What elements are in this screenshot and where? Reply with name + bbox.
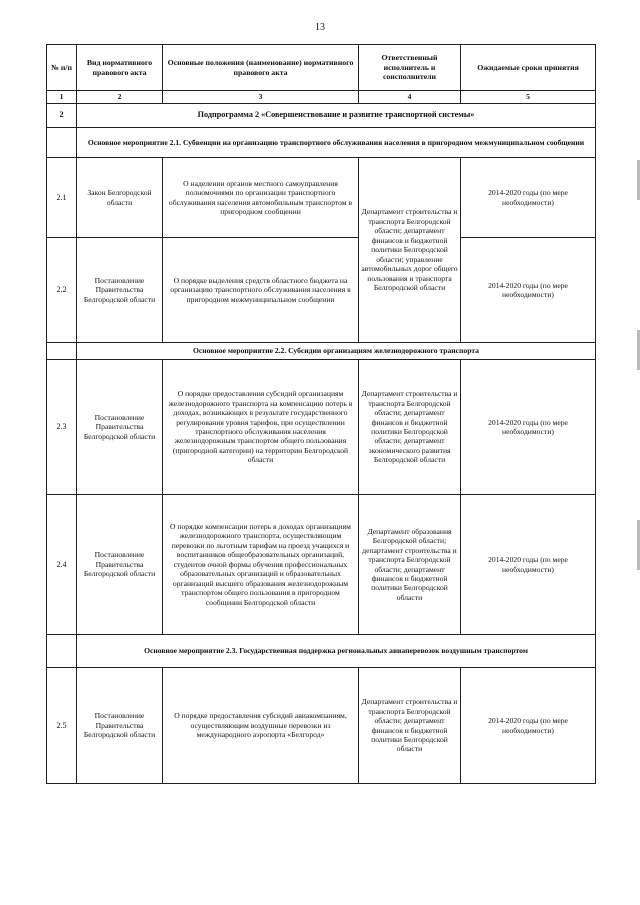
responsible-executors: Департамент строительства и транспорта Белгородской области; департамент финансов и бюджетной политики Белгородской области; департамент экономического развития Белгородской области [359, 360, 461, 495]
header-num: № п/п [47, 45, 77, 91]
header-provisions: Основные положения (наименование) нормативного правового акта [163, 45, 359, 91]
expected-deadline: 2014-2020 годы (по мере необходимости) [461, 360, 596, 495]
measure-2-2-title: Основное мероприятие 2.2. Субсидии организациям железнодорожного транспорта [77, 343, 596, 360]
expected-deadline: 2014-2020 годы (по мере необходимости) [461, 495, 596, 635]
expected-deadline: 2014-2020 годы (по мере необходимости) [461, 668, 596, 784]
act-type: Закон Белгородской области [77, 158, 163, 238]
subprogram-number: 2 [47, 104, 77, 128]
expected-deadline: 2014-2020 годы (по мере необходимости) [461, 158, 596, 238]
measure-row [47, 343, 596, 360]
column-number: 2 [77, 91, 163, 104]
act-provisions: О порядке выделения средств областного бюджета на организацию транспортного обслуживания населения в пригородном межмуниципальном сообщении [163, 238, 359, 343]
responsible-executors: Департамент строительства и транспорта Белгородской области; департамент финансов и бюджетной политики Белгородской области [359, 668, 461, 784]
column-number: 1 [47, 91, 77, 104]
measure-row [47, 128, 596, 158]
table-row [47, 360, 596, 495]
measure-row [47, 635, 596, 668]
row-number: 2.2 [47, 238, 77, 343]
act-type: Постановление Правительства Белгородской области [77, 495, 163, 635]
act-type: Постановление Правительства Белгородской области [77, 668, 163, 784]
act-type: Постановление Правительства Белгородской области [77, 238, 163, 343]
header-executor: Ответственный исполнитель и соисполнители [359, 45, 461, 91]
table-row [47, 668, 596, 784]
column-number: 5 [461, 91, 596, 104]
table-row [47, 238, 596, 343]
column-number: 4 [359, 91, 461, 104]
act-type: Постановление Правительства Белгородской области [77, 360, 163, 495]
column-number-row [47, 91, 596, 104]
act-provisions: О порядке компенсации потерь в доходах организациям железнодорожного транспорта, осуществляющим перевозки по льготным тарифам на проезд учащихся и воспитанников общеобразовательных организаций, студентов очной формы обучения профессиональных образовательных организаций и образовательных организаций высшего образования железнодорожным транспортом общего пользования в пригородном сообщении Белгородской области [163, 495, 359, 635]
measure-2-1-title: Основное мероприятие 2.1. Субвенции на организацию транспортного обслуживания населения в пригородном межмуниципальном сообщении [77, 128, 596, 158]
table-row [47, 158, 596, 238]
expected-deadline: 2014-2020 годы (по мере необходимости) [461, 238, 596, 343]
column-number: 3 [163, 91, 359, 104]
responsible-executors: Департамент строительства и транспорта Белгородской области; департамент финансов и бюджетной политики Белгородской области; управление автомобильных дорог общего пользования и транспорта Белгородской области [359, 158, 461, 343]
row-number: 2.4 [47, 495, 77, 635]
table-row [47, 495, 596, 635]
row-number: 2.3 [47, 360, 77, 495]
header-deadline: Ожидаемые сроки принятия [461, 45, 596, 91]
page-number: 13 [315, 22, 325, 33]
header-row [47, 45, 596, 91]
measure-2-3-title: Основное мероприятие 2.3. Государственная поддержка региональных авиаперевозок воздушным транспортом [77, 635, 596, 668]
subprogram-row [47, 104, 596, 128]
responsible-executors: Департамент образования Белгородской области; департамент строительства и транспорта Белгородской области; департамент финансов и бюджетной политики Белгородской области [359, 495, 461, 635]
act-provisions: О порядке предоставления субсидий авиакомпаниям, осуществляющим воздушные перевозки из международного аэропорта «Белгород» [163, 668, 359, 784]
act-provisions: О наделении органов местного самоуправления полномочиями по организации транспортного обслуживания населения автомобильным транспортом в пригородном сообщении [163, 158, 359, 238]
legal-acts-table [46, 44, 596, 784]
row-number: 2.1 [47, 158, 77, 238]
act-provisions: О порядке предоставления субсидий организациям железнодорожного транспорта на компенсацию потерь в доходах, возникающих в результате государственного регулирования уровня тарифов, при осуществлении транспортного обслуживания населения железнодорожным транспортом общего пользования (пригородной категории) на территории Белгородской области [163, 360, 359, 495]
header-act-type: Вид нормативного правового акта [77, 45, 163, 91]
row-number: 2.5 [47, 668, 77, 784]
subprogram-title: Подпрограмма 2 «Совершенствование и развитие транспортной системы» [77, 104, 596, 128]
